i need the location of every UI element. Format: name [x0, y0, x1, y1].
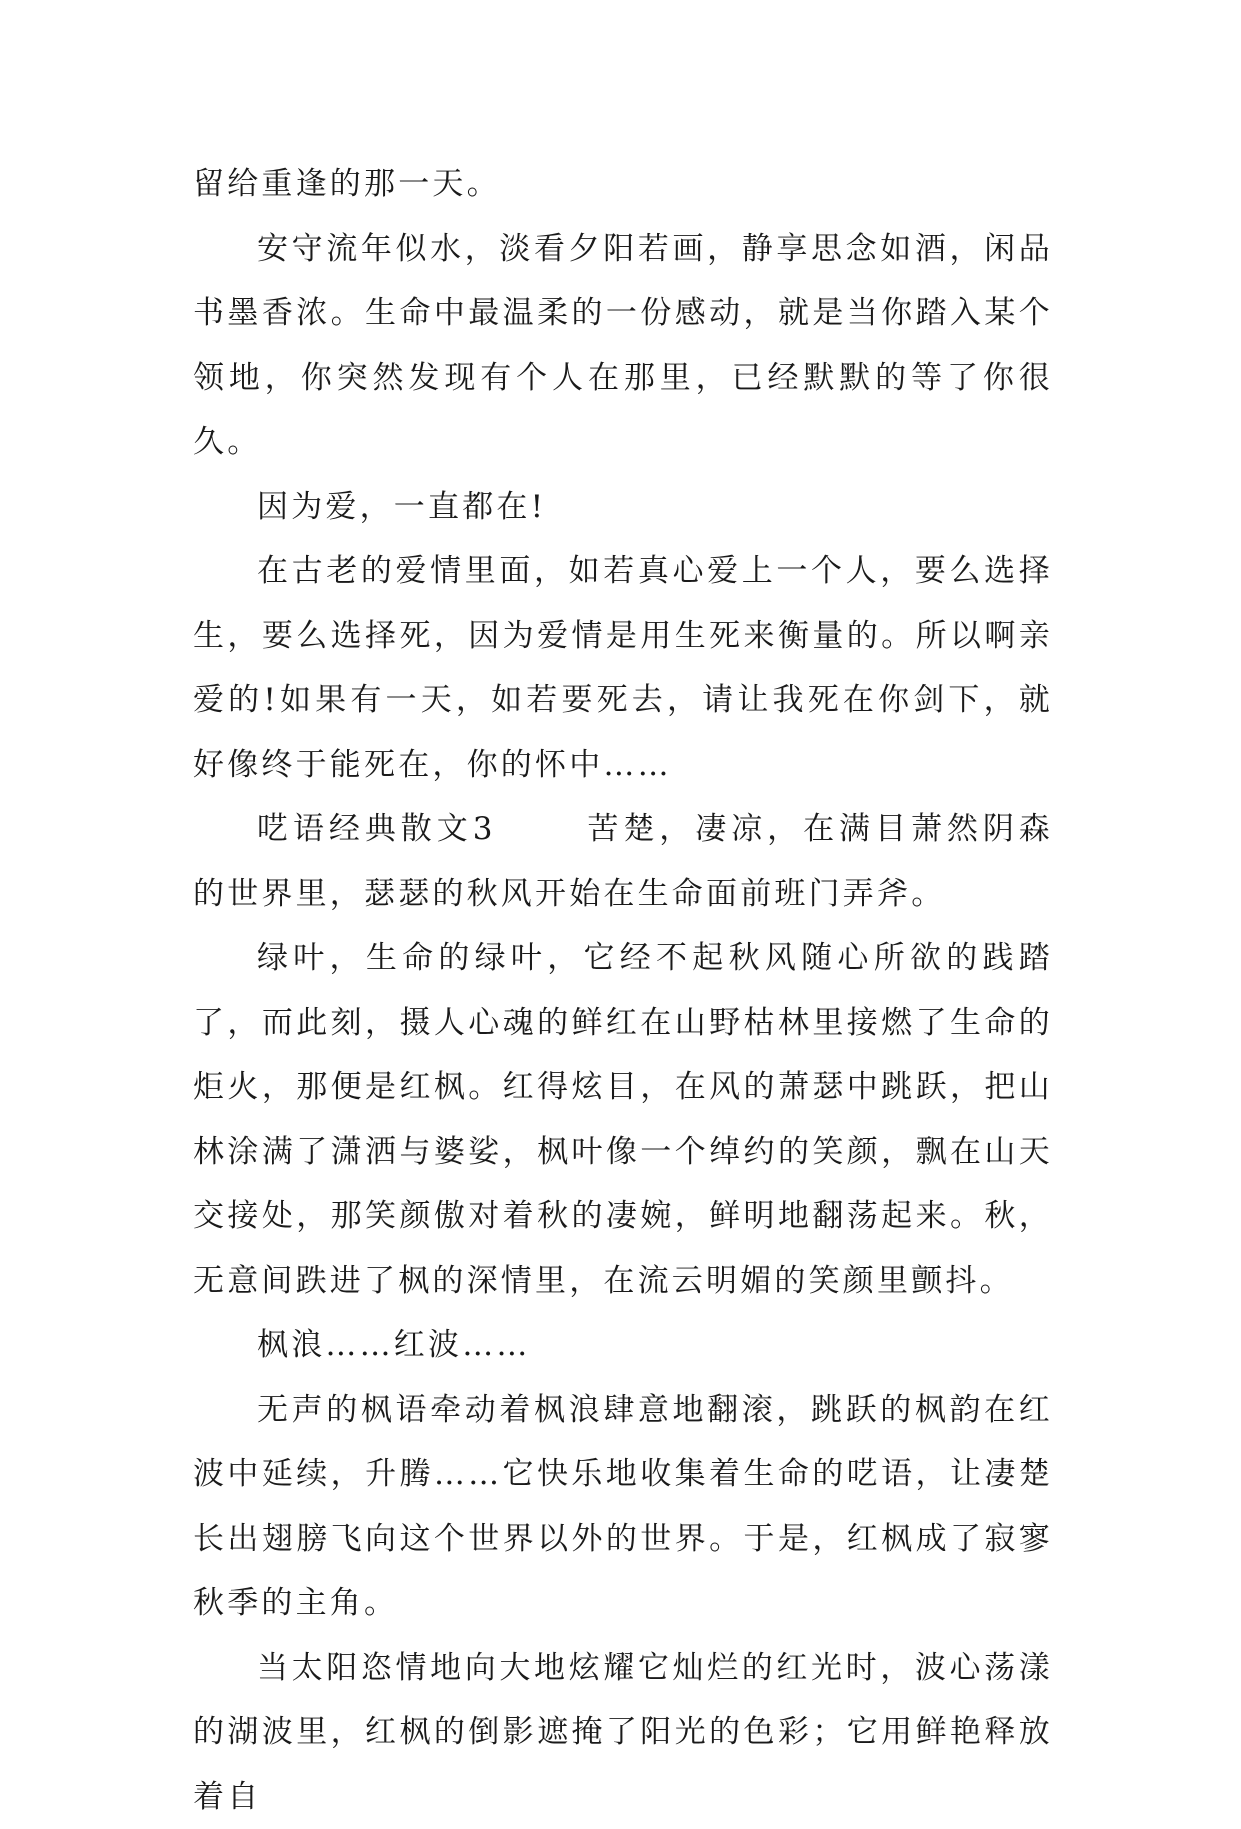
- paragraph: 在古老的爱情里面，如若真心爱上一个人，要么选择生，要么选择死，因为爱情是用生死来衡量的。所以啊亲爱的!如果有一天，如若要死去，请让我死在你剑下，就好像终于能死在，你的怀中……: [193, 539, 1053, 797]
- document-body: [193, 152, 1053, 1829]
- paragraph: 当太阳恣情地向大地炫耀它灿烂的红光时，波心荡漾的湖波里，红枫的倒影遮掩了阳光的色彩；它用鲜艳释放着自: [193, 1636, 1053, 1829]
- paragraph: 绿叶，生命的绿叶，它经不起秋风随心所欲的践踏了，而此刻，摄人心魂的鲜红在山野枯林里接燃了生命的炬火，那便是红枫。红得炫目，在风的萧瑟中跳跃，把山林涂满了潇洒与婆娑，枫叶像一个绰约的笑颜，飘在山天交接处，那笑颜傲对着秋的凄婉，鲜明地翻荡起来。秋，无意间跌进了枫的深情里，在流云明媚的笑颜里颤抖。: [193, 926, 1053, 1313]
- paragraph: 因为爱，一直都在!: [193, 475, 1053, 540]
- paragraph: 枫浪……红波……: [193, 1313, 1053, 1378]
- section-heading-paragraph: [193, 797, 1053, 926]
- paragraph: 留给重逢的那一天。: [193, 152, 1053, 217]
- paragraph: 无声的枫语牵动着枫浪肆意地翻滚，跳跃的枫韵在红波中延续，升腾……它快乐地收集着生命的呓语，让凄楚长出翅膀飞向这个世界以外的世界。于是，红枫成了寂寥秋季的主角。: [193, 1378, 1053, 1636]
- paragraph-text: 苦楚，凄凉，在满目萧然阴森的世界里，瑟瑟的秋风开始在生命面前班门弄斧。: [193, 811, 1053, 912]
- section-title: 呓语经典散文3: [257, 811, 496, 847]
- paragraph: 安守流年似水，淡看夕阳若画，静享思念如酒，闲品书墨香浓。生命中最温柔的一份感动，就是当你踏入某个领地，你突然发现有个人在那里，已经默默的等了你很久。: [193, 217, 1053, 475]
